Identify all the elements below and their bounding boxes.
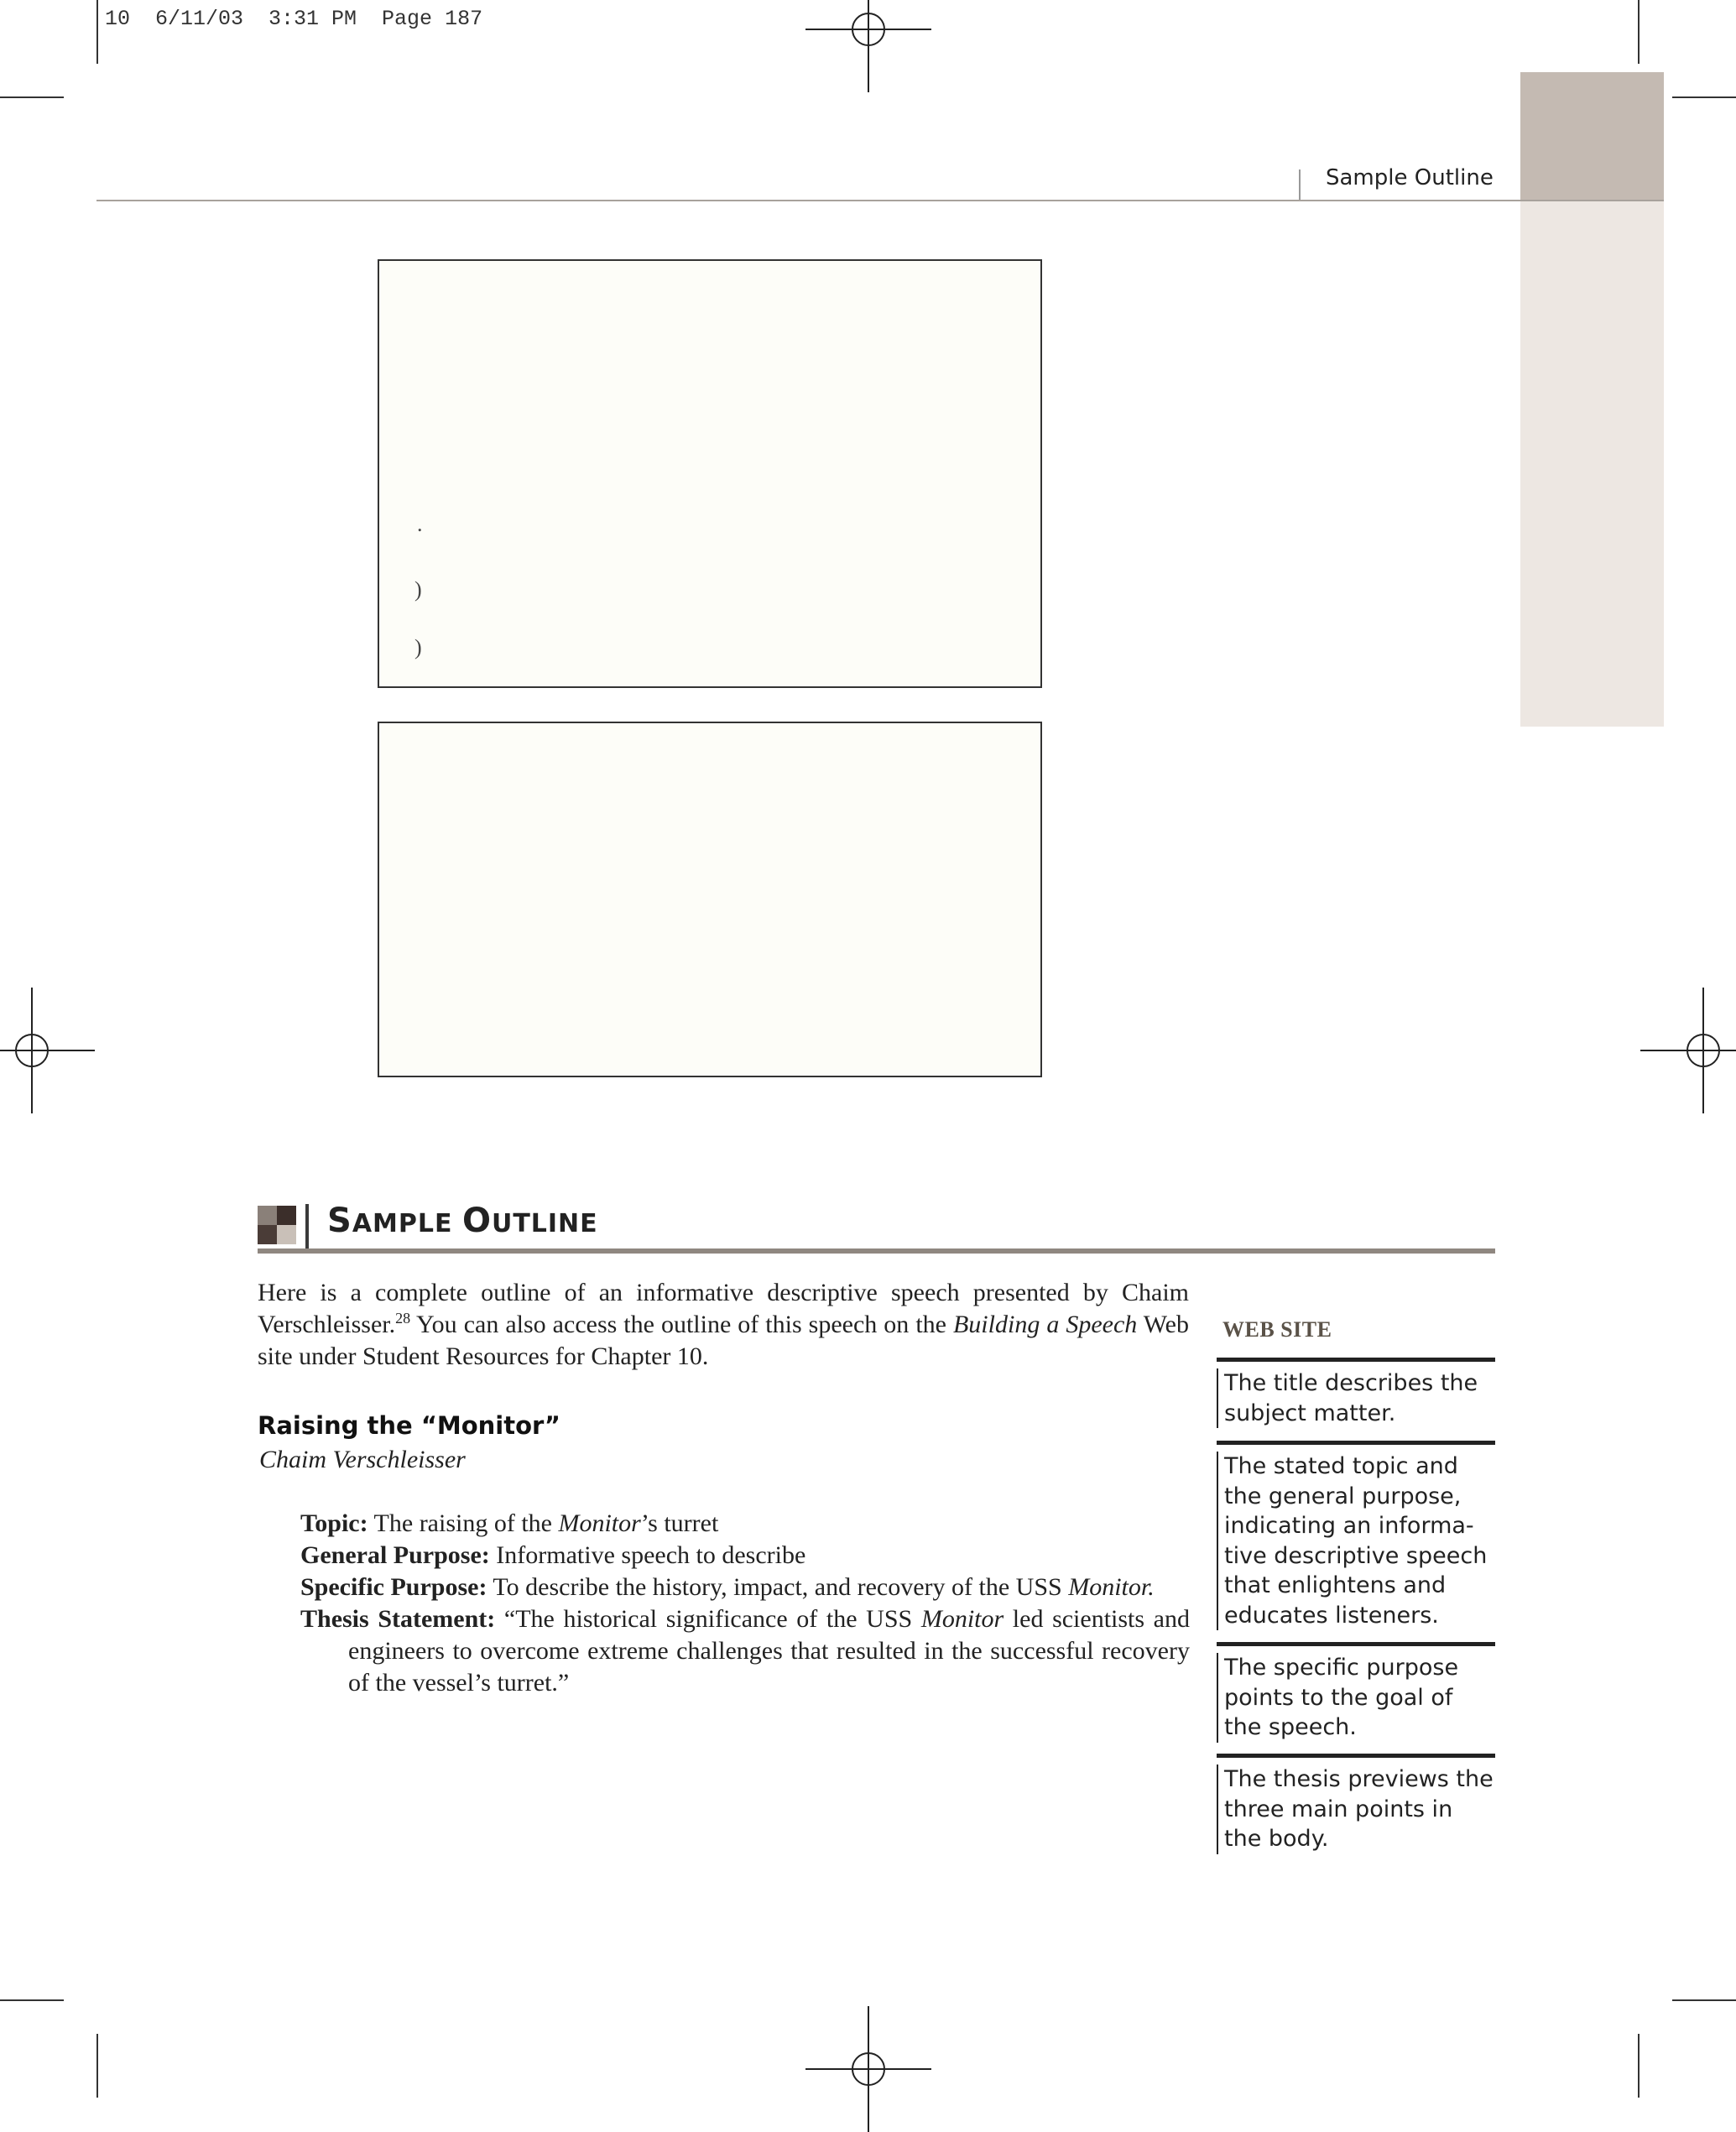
footnote-ref: 28 xyxy=(395,1310,411,1327)
speech-author: Chaim Verschleisser xyxy=(259,1446,466,1473)
margin-note xyxy=(1217,1358,1495,1428)
thesis-label: Thesis Statement: xyxy=(300,1605,496,1633)
topic-italic: Monitor xyxy=(558,1509,641,1537)
thesis-statement xyxy=(300,1603,1190,1699)
intro-text-2: You can also access the outline of this speech on the xyxy=(410,1311,953,1338)
book-title: Building a Speech xyxy=(952,1311,1138,1338)
heading-rest-1: AMPLE xyxy=(352,1209,462,1238)
margin-note-text: The stated topic and the general purpose, indicating an informa-tive descriptive speech that enlightens and educates listeners. xyxy=(1217,1452,1495,1630)
crop-mark-bottom-left-h xyxy=(0,1999,64,2001)
intro-paragraph xyxy=(258,1277,1189,1373)
running-header: Sample Outline xyxy=(1326,165,1494,190)
topic-text-end: ’s turret xyxy=(640,1509,719,1537)
specific-purpose-text: To describe the history, impact, and recovery of the USS xyxy=(487,1573,1069,1601)
registration-mark-top xyxy=(805,0,931,92)
crop-mark-top-right-h xyxy=(1672,96,1736,98)
printer-slug: 10 6/11/03 3:31 PM Page 187 xyxy=(105,7,483,31)
heading-rule xyxy=(258,1248,1495,1254)
crop-mark-top-left-h xyxy=(0,96,64,98)
heading-bar xyxy=(305,1204,309,1249)
topic-text: The raising of the xyxy=(368,1509,559,1537)
heading-letter-s: S xyxy=(327,1202,352,1240)
crop-mark-top-right-v xyxy=(1638,0,1640,64)
specific-purpose-label: Specific Purpose: xyxy=(300,1573,487,1601)
crop-mark-bottom-right-v xyxy=(1638,2034,1640,2098)
margin-note xyxy=(1217,1441,1495,1630)
crop-mark-top-left-v xyxy=(96,0,98,64)
general-purpose-text: Informative speech to describe xyxy=(489,1541,806,1569)
registration-mark-right xyxy=(1640,988,1736,1113)
chapter-tab-dark xyxy=(1520,72,1664,201)
stray-mark-paren-1: ) xyxy=(414,577,422,602)
stray-mark-paren-2: ) xyxy=(414,635,422,659)
checker-icon xyxy=(258,1206,296,1244)
margin-note xyxy=(1217,1642,1495,1743)
heading-letter-o: O xyxy=(461,1202,492,1240)
web-site-label: WEB SITE xyxy=(1222,1317,1332,1342)
header-rule xyxy=(96,200,1664,201)
intro-text-1: Here is a complete outline of an informative descriptive speech presented by Chaim Verschleisser. xyxy=(258,1279,1189,1338)
chapter-tab-light xyxy=(1520,201,1664,727)
margin-note-text: The thesis previews the three main points in the body. xyxy=(1217,1765,1495,1854)
section-heading xyxy=(327,1202,598,1240)
heading-rest-2: UTLINE xyxy=(491,1209,598,1238)
registration-mark-bottom xyxy=(805,2006,931,2132)
crop-mark-bottom-left-v xyxy=(96,2034,98,2098)
header-separator xyxy=(1299,169,1301,200)
topic-label: Topic: xyxy=(300,1509,368,1537)
intro-text-3: Web site under Student Resources for Chapter 10. xyxy=(258,1311,1189,1370)
crop-mark-bottom-right-h xyxy=(1672,1999,1736,2001)
general-purpose-line xyxy=(300,1540,1190,1572)
blank-box-bottom xyxy=(378,722,1042,1077)
margin-note-text: The specific purpose points to the goal of the speech. xyxy=(1217,1653,1495,1743)
blank-box-top xyxy=(378,259,1042,688)
specific-purpose-italic: Monitor. xyxy=(1068,1573,1155,1601)
general-purpose-label: General Purpose: xyxy=(300,1541,490,1569)
registration-mark-left xyxy=(0,988,95,1113)
thesis-text-2: led scientists and engineers to overcome extreme challenges that resulted in the successful recovery of the vessel’s turret.” xyxy=(348,1605,1190,1697)
topic-line xyxy=(300,1508,1190,1540)
stray-mark-dot: . xyxy=(417,512,423,536)
speech-title: Raising the “Monitor” xyxy=(258,1411,560,1440)
thesis-text-1: “The historical significance of the USS xyxy=(495,1605,921,1633)
margin-note-text: The title describes the subject matter. xyxy=(1217,1368,1495,1428)
thesis-italic: Monitor xyxy=(920,1605,1004,1633)
margin-note xyxy=(1217,1754,1495,1854)
specific-purpose-line xyxy=(300,1572,1190,1603)
